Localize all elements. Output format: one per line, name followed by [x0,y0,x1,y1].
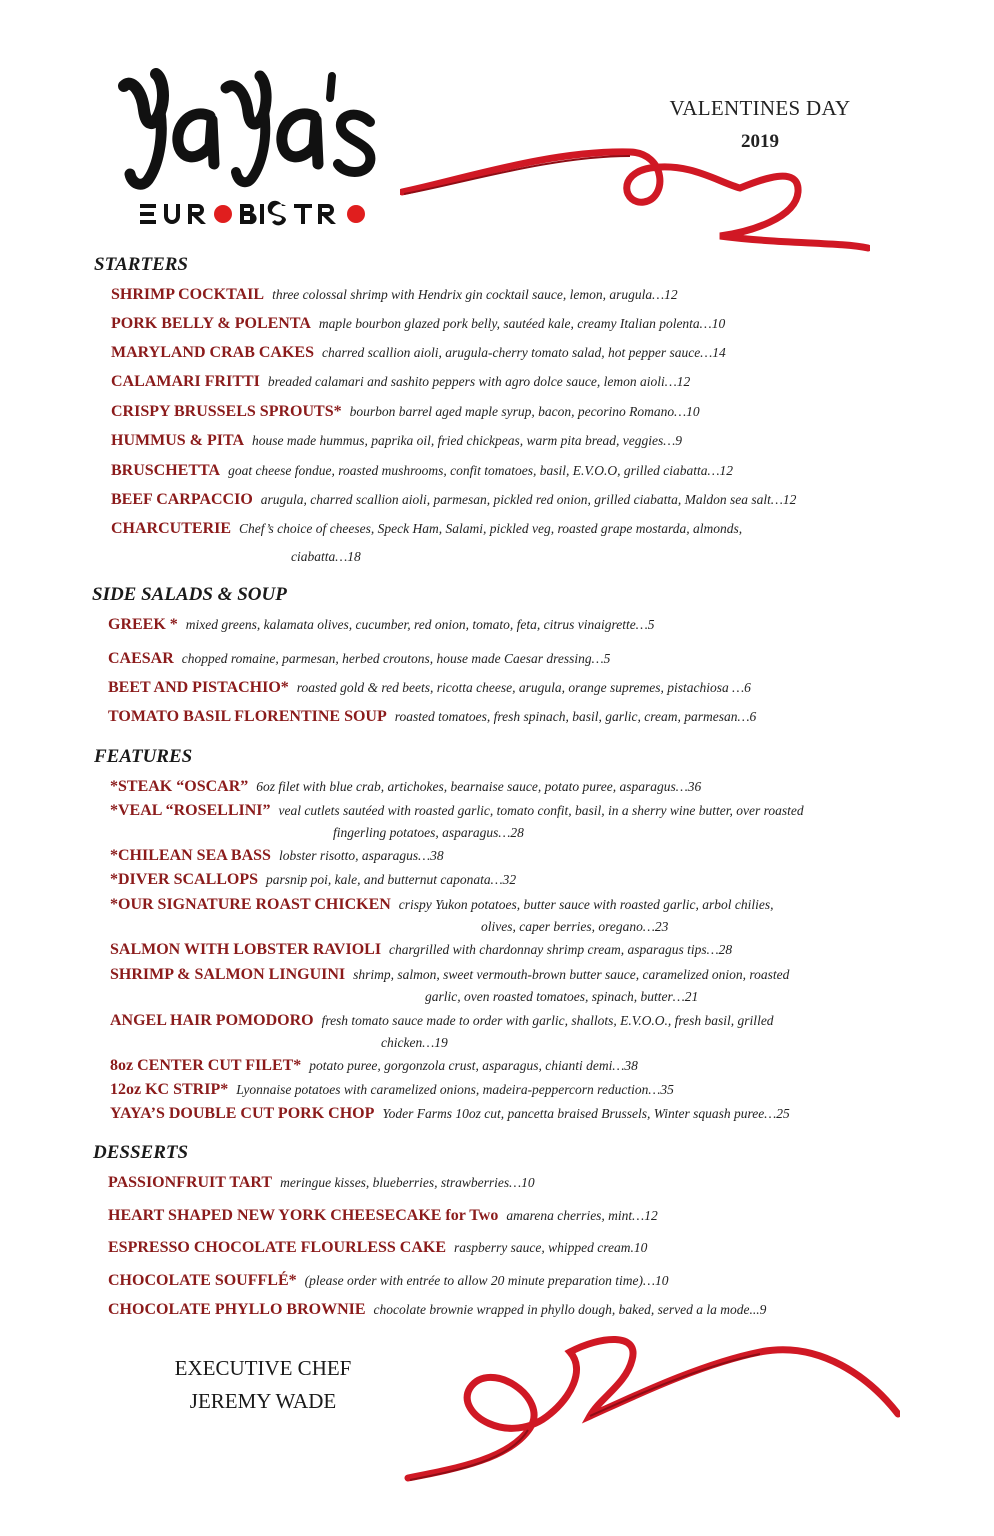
item-name: PASSIONFRUIT TART [108,1174,273,1191]
item-name: HEART SHAPED NEW YORK CHEESECAKE for Two [108,1207,499,1224]
item-name: BRUSCHETTA [111,462,221,479]
item-name: ANGEL HAIR POMODORO [110,1012,314,1029]
item-description: charred scallion aioli, arugula-cherry tomato salad, hot pepper sauce…14 [322,345,726,360]
item-description: 6oz filet with blue crab, artichokes, bearnaise sauce, potato puree, asparagus…36 [256,779,702,794]
menu-item [108,708,756,726]
item-name: HUMMUS & PITA [111,432,245,449]
menu-item [110,1105,790,1123]
item-description: fresh tomato sauce made to order with garlic, shallots, E.V.O.O., fresh basil, grilled [321,1013,774,1028]
item-name: SHRIMP COCKTAIL [111,286,265,303]
item-description-continued: fingerling potatoes, asparagus…28 [333,825,524,840]
item-description: veal cutlets sautéed with roasted garlic, tomato confit, basil, in a sherry wine butter, over roasted [278,803,804,818]
yayas-logo-icon [118,68,380,238]
menu-item [108,650,610,668]
item-description: roasted tomatoes, fresh spinach, basil, garlic, cream, parmesan…6 [394,709,757,724]
item-description-continued: olives, caper berries, oregano…23 [481,919,669,934]
item-name: CAESAR [108,650,174,667]
item-description: Lyonnaise potatoes with caramelized onions, madeira-peppercorn reduction…35 [236,1082,674,1097]
menu-item [108,1207,658,1225]
menu-item [108,1239,647,1257]
item-name: *CHILEAN SEA BASS [110,847,271,864]
menu-item [110,871,516,889]
item-description: three colossal shrimp with Hendrix gin cocktail sauce, lemon, arugula…12 [272,287,678,302]
item-description: parsnip poi, kale, and butternut caponata…32 [266,872,517,887]
menu-item [111,403,700,421]
yayas-wordmark [124,74,370,184]
menu-item [108,1174,535,1192]
menu-item [108,616,654,634]
item-name: *DIVER SCALLOPS [110,871,259,888]
menu-item [110,1012,774,1030]
item-description: house made hummus, paprika oil, fried chickpeas, warm pita bread, veggies…9 [252,433,682,448]
item-name: TOMATO BASIL FLORENTINE SOUP [108,708,387,725]
item-description: (please order with entrée to allow 20 minute preparation time)…10 [304,1273,669,1288]
item-description: goat cheese fondue, roasted mushrooms, confit tomatoes, basil, E.V.O.O, grilled ciabatta…12 [228,463,734,478]
item-name: *STEAK “OSCAR” [110,778,249,795]
item-name: 12oz KC STRIP* [110,1081,229,1098]
item-name: PORK BELLY & POLENTA [111,315,311,332]
menu-item [111,286,678,304]
item-description: maple bourbon glazed pork belly, sautéed kale, creamy Italian polenta…10 [318,316,726,331]
item-name: *OUR SIGNATURE ROAST CHICKEN [110,896,391,913]
item-description: chocolate brownie wrapped in phyllo dough, baked, served a la mode...9 [373,1302,767,1317]
menu-item [111,315,725,333]
item-description: roasted gold & red beets, ricotta cheese, arugula, orange supremes, pistachiosa …6 [296,680,751,695]
item-name: 8oz CENTER CUT FILET* [110,1057,302,1074]
section-heading-desserts: DESSERTS [93,1142,189,1163]
item-name: GREEK * [108,616,178,633]
section-heading-salads: SIDE SALADS & SOUP [92,584,287,605]
heart-ribbon-icon [400,1318,900,1496]
item-description: shrimp, salmon, sweet vermouth-brown butter sauce, caramelized onion, roasted [353,967,790,982]
item-description: Chef’s choice of cheeses, Speck Ham, Salami, pickled veg, roasted grape mostarda, almonds, [239,521,743,536]
item-name: CHARCUTERIE [111,520,232,537]
chef-title: EXECUTIVE CHEF [174,1356,352,1380]
menu-item [111,462,733,480]
section-heading-starters: STARTERS [94,254,188,275]
item-name: SALMON WITH LOBSTER RAVIOLI [110,941,382,958]
eurobistro-wordmark [140,201,365,226]
menu-item [110,941,732,959]
item-description: mixed greens, kalamata olives, cucumber, red onion, tomato, feta, citrus vinaigrette…5 [185,617,655,632]
item-description: bourbon barrel aged maple syrup, bacon, pecorino Romano…10 [349,404,700,419]
item-description: raspberry sauce, whipped cream.10 [454,1240,648,1255]
menu-item [110,966,789,984]
menu-item [108,1301,766,1319]
menu-item [111,491,796,509]
menu-item [111,373,690,391]
chef-name: JEREMY WADE [189,1389,337,1413]
item-description-continued: chicken…19 [381,1035,448,1050]
item-description-continued: ciabatta…18 [291,549,361,564]
item-name: *VEAL “ROSELLINI” [110,802,271,819]
item-name: CHOCOLATE PHYLLO BROWNIE [108,1301,366,1318]
section-heading-features: FEATURES [94,746,193,767]
item-description: crispy Yukon potatoes, butter sauce with roasted garlic, arbol chilies, [398,897,774,912]
item-description: chopped romaine, parmesan, herbed croutons, house made Caesar dressing…5 [181,651,611,666]
item-description: potato puree, gorgonzola crust, asparagus, chianti demi…38 [309,1058,638,1073]
event-year: 2019 [741,131,779,152]
heart-ribbon-icon [400,140,870,260]
item-name: CRISPY BRUSSELS SPROUTS* [111,403,342,420]
item-name: MARYLAND CRAB CAKES [111,344,314,361]
menu-item [108,1272,668,1290]
menu-item [110,1081,674,1099]
menu-item [110,896,774,914]
menu-item [111,520,742,538]
item-description: amarena cherries, mint…12 [506,1208,658,1223]
item-description: arugula, charred scallion aioli, parmesan, pickled red onion, grilled ciabatta, Maldon sea salt…12 [260,492,797,507]
menu-item [110,802,804,820]
item-name: BEET AND PISTACHIO* [108,679,289,696]
menu-item [108,679,751,697]
item-description: lobster risotto, asparagus…38 [278,848,444,863]
menu-item [111,432,682,450]
item-description-continued: garlic, oven roasted tomatoes, spinach, butter…21 [425,989,699,1004]
menu-item [110,778,701,796]
item-name: ESPRESSO CHOCOLATE FLOURLESS CAKE [108,1239,447,1256]
item-name: YAYA’S DOUBLE CUT PORK CHOP [110,1105,375,1122]
item-description: chargrilled with chardonnay shrimp cream, asparagus tips…28 [389,942,733,957]
item-description: Yoder Farms 10oz cut, pancetta braised Brussels, Winter squash puree…25 [382,1106,790,1121]
item-name: SHRIMP & SALMON LINGUINI [110,966,346,983]
event-title: VALENTINES DAY [669,96,851,120]
menu-item [111,344,726,362]
item-name: CALAMARI FRITTI [111,373,260,390]
menu-item [110,847,444,865]
item-name: CHOCOLATE SOUFFLÉ* [108,1272,297,1289]
red-dot-icon [347,205,365,223]
item-name: BEEF CARPACCIO [111,491,253,508]
item-description: meringue kisses, blueberries, strawberries…10 [280,1175,535,1190]
red-dot-icon [214,205,232,223]
menu-item [110,1057,638,1075]
item-description: breaded calamari and sashito peppers with agro dolce sauce, lemon aioli…12 [267,374,691,389]
